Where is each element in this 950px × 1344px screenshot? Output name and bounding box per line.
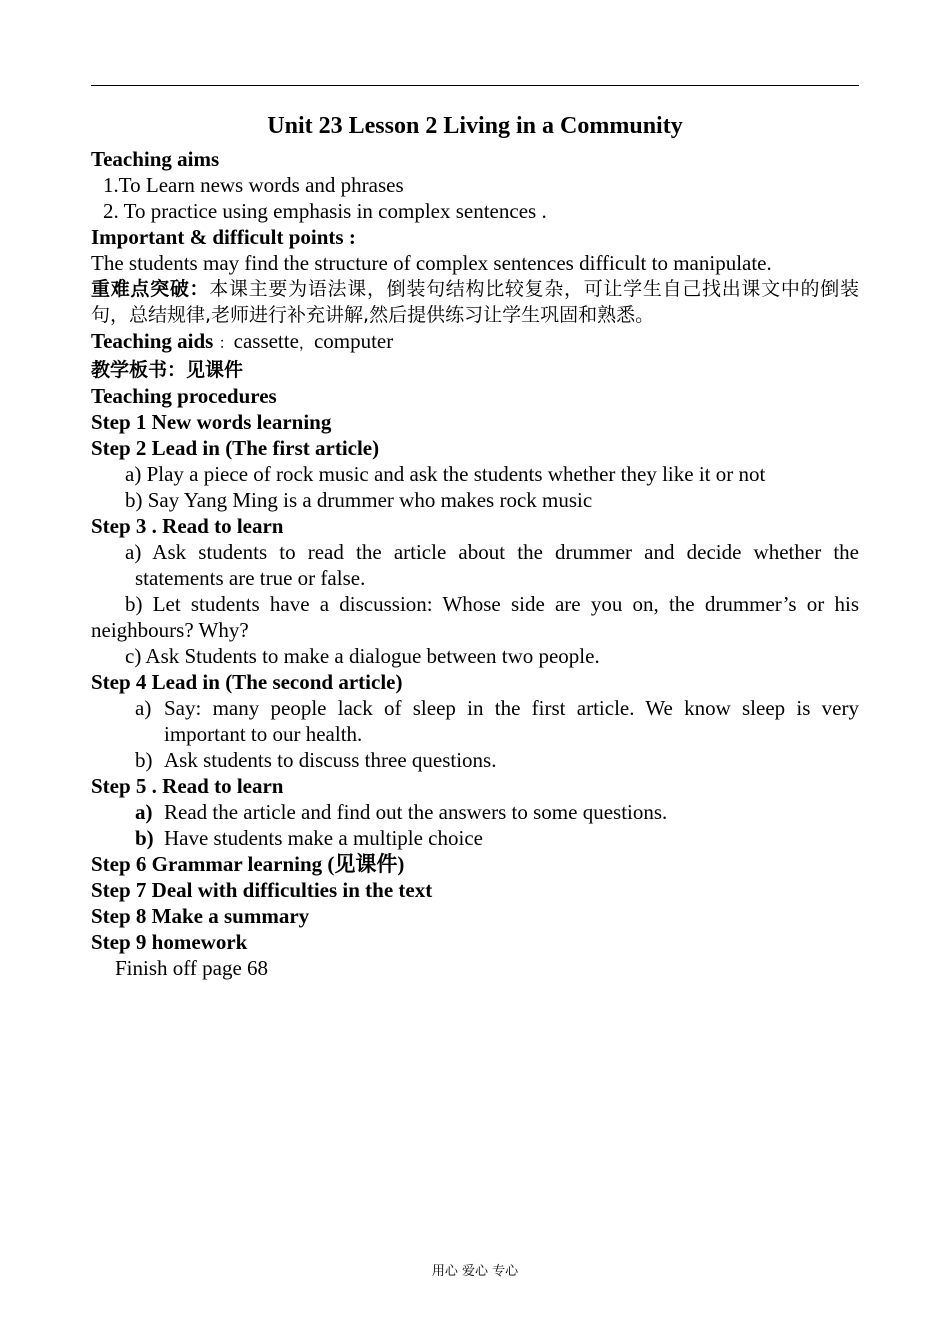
step-5-item-b-text: Have students make a multiple choice: [164, 826, 483, 850]
step-5-item-a-label: a): [135, 800, 153, 824]
step-8-heading: Step 8 Make a summary: [91, 904, 310, 928]
step-7-heading: Step 7 Deal with difficulties in the text: [91, 878, 433, 902]
important-points-heading: Important & difficult points :: [91, 225, 356, 249]
step-3-item-c: c) Ask Students to make a dialogue between two people.: [125, 644, 600, 668]
step-4-item-a-text: Say: many people lack of sleep in the first article. We know sleep is very important to our health.: [164, 696, 859, 746]
page-title: Unit 23 Lesson 2 Living in a Community: [267, 113, 683, 139]
step-2-item-b: b) Say Yang Ming is a drummer who makes rock music: [125, 488, 593, 512]
step-4-item-a: [91, 695, 859, 747]
step-2-item-a: a) Play a piece of rock music and ask the students whether they like it or not: [125, 462, 766, 486]
step-5-item-b: [91, 825, 859, 851]
breakthrough-label: 重难点突破：: [91, 278, 210, 300]
step-5-item-b-label: b): [135, 826, 154, 850]
important-points-text: The students may find the structure of complex sentences difficult to manipulate.: [91, 251, 772, 275]
step-3-item-b: b) Let students have a discussion: Whose side are you on, the drummer’s or his neighbours? Why?: [91, 592, 859, 642]
step-4-heading: Step 4 Lead in (The second article): [91, 670, 403, 694]
step-6-heading: Step 6 Grammar learning (见课件): [91, 852, 405, 876]
step-5-item-a-text: Read the article and find out the answers to some questions.: [164, 800, 668, 824]
step-4-item-b: [91, 747, 859, 773]
header-rule: [91, 85, 859, 86]
step-4-item-b-text: Ask students to discuss three questions.: [164, 748, 497, 772]
step-9-heading: Step 9 homework: [91, 930, 248, 954]
breakthrough-text: 本课主要为语法课，倒装句结构比较复杂，可让学生自己找出课文中的倒装句，总结规律,老师进行补充讲解,然后提供练习让学生巩固和熟悉。: [91, 278, 859, 326]
teaching-aids-item-2: computer: [313, 329, 394, 353]
step-3-item-a: a) Ask students to read the article about the drummer and decide whether the statements are true or false.: [125, 540, 859, 590]
teaching-aim-1: 1.To Learn news words and phrases: [103, 173, 404, 197]
teaching-aids-line: [91, 328, 859, 357]
teaching-aim-2: 2. To practice using emphasis in complex sentences .: [103, 199, 547, 223]
step-4-item-a-label: a): [135, 696, 152, 720]
breakthrough-paragraph: [91, 276, 859, 328]
teaching-aids-heading: Teaching aids: [91, 329, 214, 353]
step-5-heading: Step 5 . Read to learn: [91, 774, 284, 798]
lesson-plan-body: [91, 108, 859, 981]
teaching-aids-item-1: cassette: [233, 329, 299, 353]
board-writing: 教学板书：见课件: [91, 359, 244, 381]
step-2-heading: Step 2 Lead in (The first article): [91, 436, 380, 460]
teaching-aids-comma: ，: [298, 336, 314, 352]
teaching-aids-colon: ：: [218, 336, 234, 352]
step-1-heading: Step 1 New words learning: [91, 410, 332, 434]
step-5-item-a: [91, 799, 859, 825]
step-4-item-b-label: b): [135, 748, 153, 772]
step-9-homework-text: Finish off page 68: [115, 956, 269, 980]
step-3-heading: Step 3 . Read to learn: [91, 514, 284, 538]
procedures-heading: Teaching procedures: [91, 384, 277, 408]
page-footer: 用心 爱心 专心: [431, 1264, 519, 1279]
teaching-aims-heading: Teaching aims: [91, 147, 220, 171]
